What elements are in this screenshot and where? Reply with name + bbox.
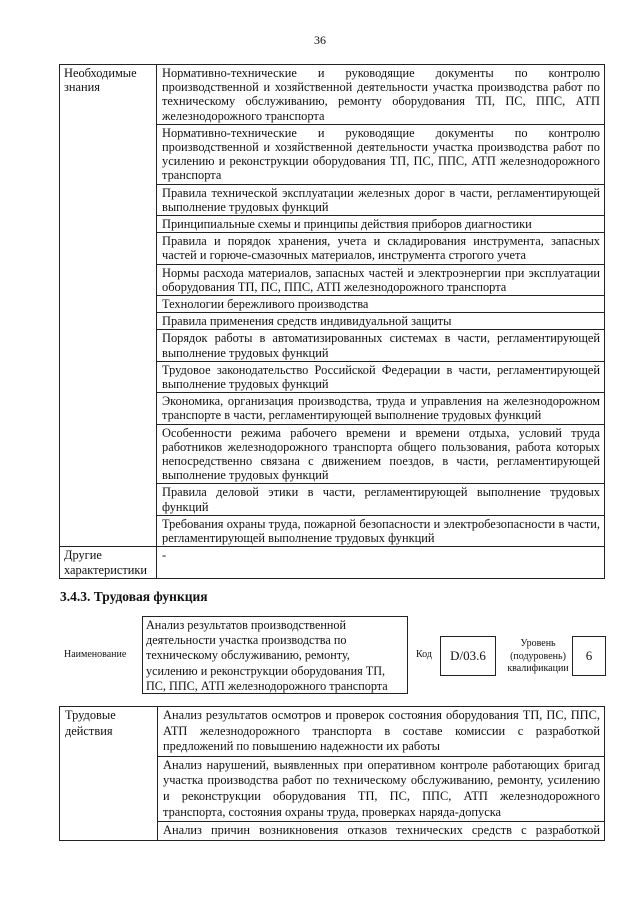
function-name-value: Анализ результатов производственной деятельности участка производства по техническому обслуживанию, ремонту, усилению и реконструкции оборудования ТП, ПС, ППС, АТП железнодорожного транспорта (142, 616, 408, 694)
item-cell: Трудовое законодательство Российской Федерации в части, регламентирующей выполнение трудовых функций (157, 361, 605, 392)
item-cell: Принципиальные схемы и принципы действия приборов диагностики (157, 216, 605, 233)
item-cell: Экономика, организация производства, труда и управления на железнодорожном транспорте в части, регламентирующей выполнение трудовых функций (157, 393, 605, 424)
required-knowledge-table (59, 64, 605, 579)
table-row (60, 547, 605, 578)
code-label: Код (416, 649, 432, 660)
section-heading: 3.4.3. Трудовая функция (60, 589, 208, 604)
name-label: Наименование (64, 649, 127, 660)
item-cell: Порядок работы в автоматизированных системах в части, регламентирующей выполнение трудовых функций (157, 330, 605, 361)
item-cell: - (157, 547, 605, 578)
category-cell: Другие характеристики (60, 547, 157, 578)
function-code-value: D/03.6 (440, 636, 496, 676)
item-cell: Технологии бережливого производства (157, 296, 605, 313)
table-row (60, 707, 605, 757)
labor-actions-table (59, 706, 605, 841)
category-cell: Трудовые действия (60, 707, 158, 841)
item-cell: Нормативно-технические и руководящие документы по контролю производственной и хозяйственной деятельности участка производства работ по усилению и реконструкции оборудования ТП, ПС, ППС, АТП железнодорожного транспорта (157, 124, 605, 184)
item-cell: Анализ причин возникновения отказов технических средств с разработкой (158, 822, 605, 841)
table-row (60, 65, 605, 125)
item-cell: Анализ результатов осмотров и проверок состояния оборудования ТП, ПС, ППС, АТП железнодорожного транспорта в составе комиссии с разработкой предложений по повышению надежности их работы (158, 707, 605, 757)
item-cell: Правила применения средств индивидуальной защиты (157, 313, 605, 330)
item-cell: Правила технической эксплуатации железных дорог в части, регламентирующей выполнение трудовых функций (157, 184, 605, 215)
item-cell: Требования охраны труда, пожарной безопасности и электробезопасности в части, регламентирующей выполнение трудовых функций (157, 515, 605, 546)
category-cell: Необходимые знания (60, 65, 157, 547)
qualification-level-value: 6 (572, 636, 606, 676)
item-cell: Нормы расхода материалов, запасных частей и электроэнергии при эксплуатации оборудования ТП, ПС, ППС, АТП железнодорожного транспорта (157, 264, 605, 295)
item-cell: Правила деловой этики в части, регламентирующей выполнение трудовых функций (157, 484, 605, 515)
item-cell: Правила и порядок хранения, учета и складирования инструмента, запасных частей и горюче-смазочных материалов, инструмента строгого учета (157, 233, 605, 264)
page-number: 36 (314, 33, 326, 47)
item-cell: Нормативно-технические и руководящие документы по контролю производственной и хозяйственной деятельности участка производства работ по техническому обслуживанию, ремонту оборудования ТП, ПС, ППС, АТП железнодорожного транспорта (157, 65, 605, 125)
item-cell: Анализ нарушений, выявленных при оперативном контроле работающих бригад участка производства работ по техническому обслуживанию, ремонту, усилению и реконструкции оборудования ТП, ПС, ППС, АТП железнодорожного транспорта, состояния охраны труда, проверках наряда-допуска (158, 756, 605, 821)
item-cell: Особенности режима рабочего времени и времени отдыха, условий труда работников железнодорожного транспорта общего пользования, работа которых непосредственно связана с движением поездов, в части, регламентирующей выполнение трудовых функций (157, 424, 605, 484)
function-header (60, 616, 606, 696)
qualification-level-label: Уровень (подуровень) квалификации (507, 638, 569, 674)
